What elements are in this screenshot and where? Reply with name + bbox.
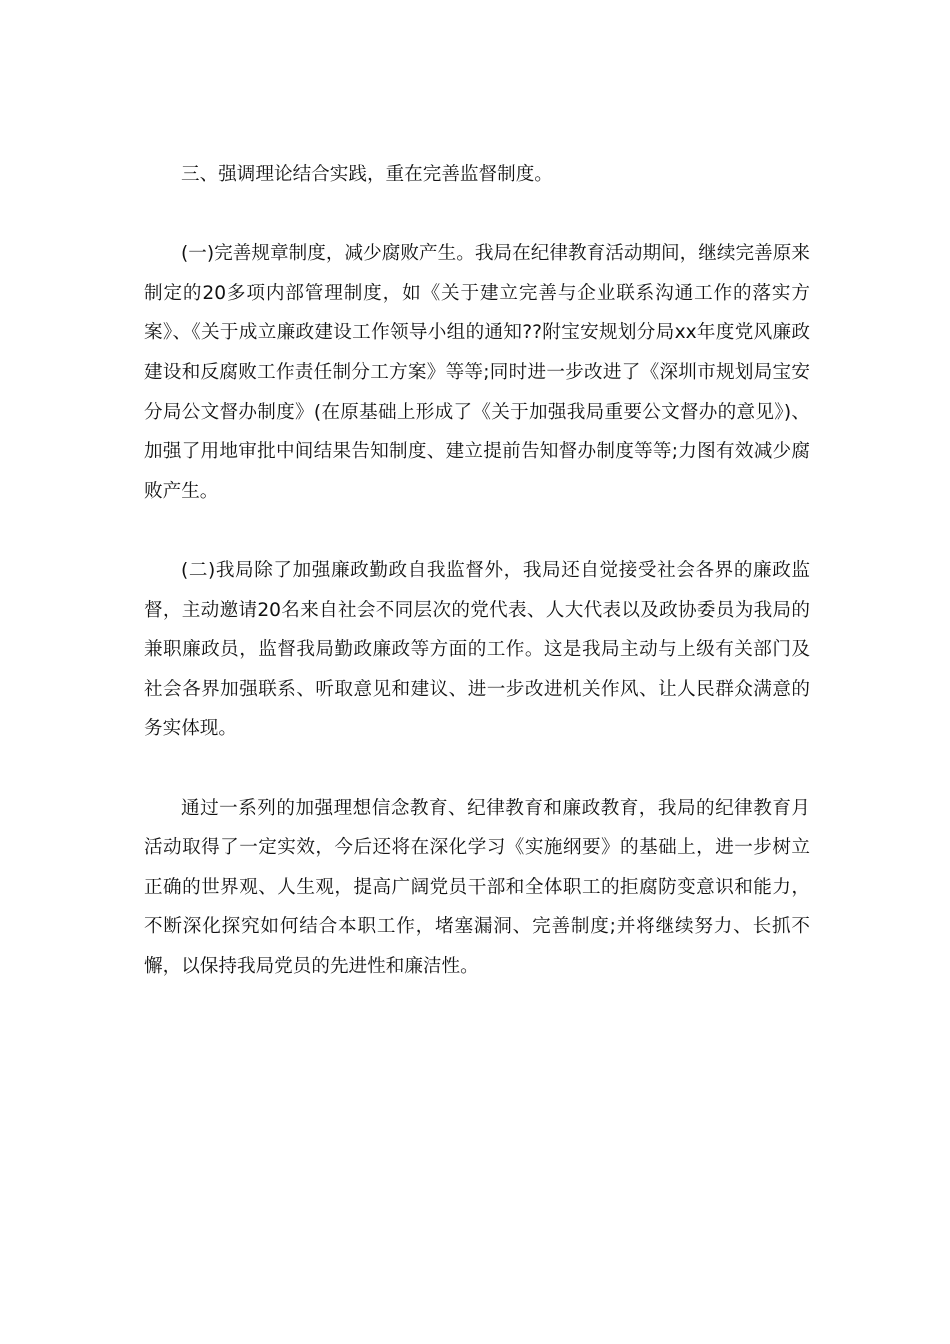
paragraph-rules-system: (一)完善规章制度，减少腐败产生。我局在纪律教育活动期间，继续完善原来制定的20多项内部管理制度，如《关于建立完善与企业联系沟通工作的落实方案》、《关于成立廉政建设工作领导小组的通知??附宝安规划分局xx年度党风廉政建设和反腐败工作责任制分工方案》等等;同时进一步改进了《深圳市规划局宝安分局公文督办制度》(在原基础上形成了《关于加强我局重要公文督办的意见》)、加强了用地审批中间结果告知制度、建立提前告知督办制度等等;力图有效减少腐败产生。 (144, 243, 810, 502)
document-body (144, 155, 810, 1026)
paragraph-conclusion: 通过一系列的加强理想信念教育、纪律教育和廉政教育，我局的纪律教育月活动取得了一定实效，今后还将在深化学习《实施纲要》的基础上，进一步树立正确的世界观、人生观，提高广阔党员干部和全体职工的拒腐防变意识和能力，不断深化探究如何结合本职工作，堵塞漏洞、完善制度;并将继续努力、长抓不懈，以保持我局党员的先进性和廉洁性。 (144, 797, 810, 977)
paragraph-social-supervision: (二)我局除了加强廉政勤政自我监督外，我局还自觉接受社会各界的廉政监督，主动邀请20名来自社会不同层次的党代表、人大代表以及政协委员为我局的兼职廉政员，监督我局勤政廉政等方面的工作。这是我局主动与上级有关部门及社会各界加强联系、听取意见和建议、进一步改进机关作风、让人民群众满意的务实体现。 (144, 559, 810, 740)
section-heading: 三、强调理论结合实践，重在完善监督制度。 (181, 164, 553, 185)
